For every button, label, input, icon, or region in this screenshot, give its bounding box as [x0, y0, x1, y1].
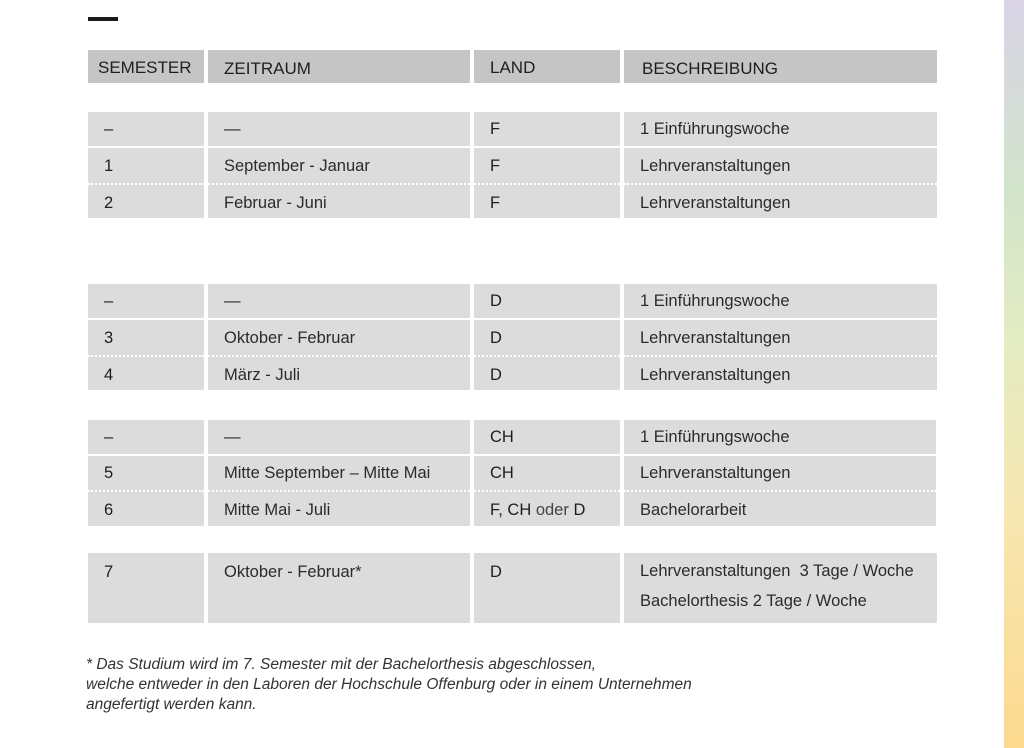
- footnote: [86, 655, 692, 715]
- cell-beschreibung: [624, 553, 937, 623]
- dotted-separator: [208, 183, 470, 185]
- dotted-separator: [624, 490, 936, 492]
- footnote-line: angefertigt werden kann.: [86, 696, 257, 713]
- cell-zeitraum: Mitte Mai - Juli: [224, 501, 331, 519]
- cell-beschreibung: Bachelorarbeit: [640, 501, 747, 519]
- cell-semester: 7: [88, 553, 204, 623]
- section-dash: [88, 17, 118, 21]
- dotted-separator: [474, 183, 620, 185]
- cell-land: F: [474, 112, 620, 146]
- beschreibung-line: Bachelorthesis 2 Tage / Woche: [640, 592, 867, 610]
- cell-zeitraum: März - Juli: [224, 366, 301, 384]
- cell-beschreibung: 1 Einführungswoche: [624, 112, 937, 146]
- cell-beschreibung: Lehrveranstaltungen: [640, 366, 791, 384]
- dotted-separator: [88, 183, 204, 185]
- header-land: LAND: [474, 50, 620, 83]
- cell-land: CH: [474, 420, 620, 454]
- cell-land: D: [474, 553, 620, 623]
- cell-zeitraum: —: [208, 420, 470, 454]
- cell-land: D: [490, 366, 502, 384]
- dotted-separator: [208, 490, 470, 492]
- cell-zeitraum: —: [208, 112, 470, 146]
- cell-semester: 6: [104, 501, 114, 519]
- cell-zeitraum: Februar - Juni: [224, 194, 327, 212]
- footnote-line: welche entweder in den Laboren der Hochschule Offenburg oder in einem Unternehmen: [86, 676, 692, 693]
- dotted-separator: [474, 490, 620, 492]
- dotted-separator: [624, 183, 937, 185]
- cell-semester: 2: [88, 195, 204, 212]
- dotted-separator: [624, 355, 937, 357]
- cell-semester: –: [88, 420, 204, 454]
- header-zeitraum: ZEITRAUM: [208, 50, 470, 83]
- cell-zeitraum: September - Januar: [208, 148, 470, 218]
- cell-zeitraum: Mitte September – Mitte Mai: [208, 456, 470, 526]
- cell-semester: 4: [104, 366, 114, 384]
- dotted-separator: [474, 355, 620, 357]
- cell-beschreibung: 1 Einführungswoche: [624, 284, 937, 318]
- cell-beschreibung: Lehrveranstaltungen: [640, 194, 791, 212]
- cell-beschreibung: Lehrveranstaltungen: [624, 320, 937, 390]
- cell-semester: 3: [88, 320, 204, 390]
- cell-land: [474, 502, 620, 519]
- decorative-side-gradient: [1004, 0, 1024, 748]
- header-semester: SEMESTER: [88, 50, 204, 83]
- beschreibung-line: Lehrveranstaltungen 3 Tage / Woche: [640, 562, 914, 580]
- cell-semester: 5: [88, 456, 204, 526]
- cell-land: D: [474, 284, 620, 318]
- cell-zeitraum: Oktober - Februar*: [208, 553, 470, 623]
- dotted-separator: [88, 355, 204, 357]
- cell-zeitraum: Oktober - Februar: [208, 320, 470, 390]
- cell-semester: –: [88, 284, 204, 318]
- cell-land: F: [490, 194, 501, 212]
- footnote-line: * Das Studium wird im 7. Semester mit der Bachelorthesis abgeschlossen,: [86, 656, 596, 673]
- land-conjunction: oder: [531, 501, 574, 519]
- header-beschreibung: BESCHREIBUNG: [624, 50, 937, 83]
- cell-land: D: [474, 320, 620, 390]
- land-option: F, CH: [490, 501, 532, 519]
- dotted-separator: [88, 490, 204, 492]
- cell-semester: 1: [88, 148, 204, 218]
- cell-beschreibung: Lehrveranstaltungen: [624, 456, 936, 526]
- cell-semester: –: [88, 112, 204, 146]
- cell-land: F: [474, 148, 620, 218]
- cell-beschreibung: Lehrveranstaltungen: [624, 148, 937, 218]
- cell-land: CH: [474, 456, 620, 526]
- cell-zeitraum: —: [208, 284, 470, 318]
- dotted-separator: [208, 355, 470, 357]
- land-option: D: [573, 501, 586, 519]
- cell-beschreibung: 1 Einführungswoche: [624, 420, 936, 454]
